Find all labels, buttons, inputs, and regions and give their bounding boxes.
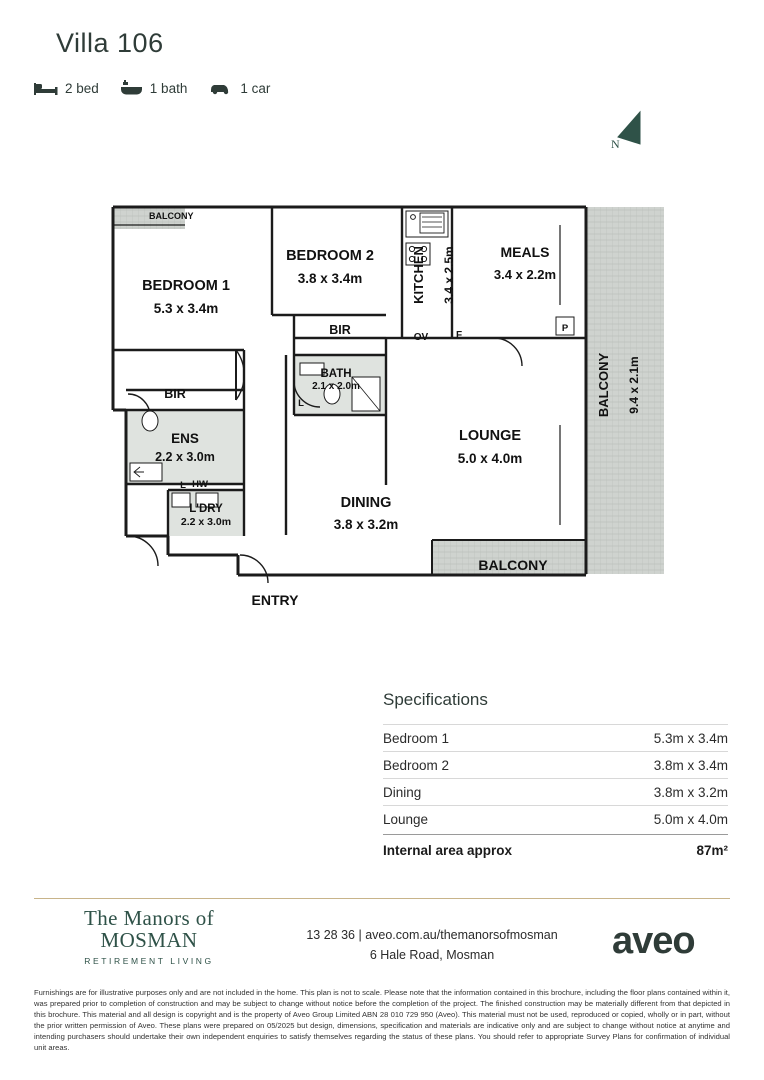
spec-value: 3.8m x 3.2m <box>653 784 728 800</box>
label-p: P <box>561 323 569 334</box>
feature-summary <box>34 80 270 96</box>
label-kitchen-name: KITCHEN <box>411 246 426 304</box>
feature-car-label: 1 car <box>240 80 271 96</box>
feature-bed-label: 2 bed <box>65 80 99 96</box>
manors-logo <box>34 908 264 966</box>
label-lounge-dim: 5.0 x 4.0m <box>457 451 523 466</box>
spec-total-label: Internal area approx <box>383 843 513 858</box>
car-icon <box>209 81 233 95</box>
spec-total-value: 87m² <box>696 843 728 858</box>
compass-north-label: N <box>611 137 620 151</box>
spec-label: Dining <box>383 784 422 800</box>
aveo-logo: aveo <box>612 920 695 962</box>
brand-line-3: RETIREMENT LIVING <box>84 955 214 966</box>
spec-total-row <box>383 834 728 858</box>
label-hw: HW <box>192 479 208 490</box>
label-meals-dim: 3.4 x 2.2m <box>493 267 557 282</box>
contact-block <box>262 925 602 965</box>
label-bath-dim: 2.1 x 2.0m <box>312 381 360 392</box>
spec-label: Bedroom 1 <box>383 730 450 746</box>
feature-bath-label: 1 bath <box>149 80 188 96</box>
spec-row <box>383 805 728 832</box>
spec-row <box>383 724 728 751</box>
spec-value: 5.3m x 3.4m <box>653 730 728 746</box>
bed-icon <box>34 80 58 96</box>
label-bedroom1-name: BEDROOM 1 <box>142 278 230 294</box>
disclaimer-text: Furnishings are for illustrative purposes only and are not included in the home. This plan is not to scale. Please note that the information contained in this brochure, including the floor plans contained within it, was prepared prior to completion of construction and may be subject to change without notice before the completion of the project. The finished construction may be materially different from that depicted in this brochure. This material and all design is copyright and is the property of Aveo Group Limited ABN 28 010 729 950 (Aveo). This material must not be used, reproduced or copied, wholly or in part, without the prior written permission of Aveo. These plans were prepared on 05/2025 but design, dimensions, specification and materials are indicative only and are subject to change without notice at anytime and intending purchasers should undertake their own independent enquiries to satisfy themselves regarding the status of these plans. You should refer to appropriate Survey Plans for confirmation of individual unit areas. <box>34 988 730 1052</box>
specifications-section <box>383 690 728 858</box>
spec-row <box>383 778 728 805</box>
label-kitchen-dim: 3.4 x 2.5m <box>442 246 456 304</box>
spec-value: 5.0m x 4.0m <box>653 811 728 827</box>
label-dining-dim: 3.8 x 3.2m <box>333 517 399 532</box>
page-title: Villa 106 <box>56 28 164 58</box>
label-bedroom2-dim: 3.8 x 3.4m <box>297 271 363 286</box>
spec-value: 3.8m x 3.4m <box>653 757 728 773</box>
label-bedroom2-name: BEDROOM 2 <box>286 248 374 264</box>
label-bath-name: BATH <box>320 368 352 380</box>
label-ldry-name: L'DRY <box>189 503 223 515</box>
spec-row <box>383 751 728 778</box>
label-balcony-right-dim: 9.4 x 2.1m <box>627 356 641 414</box>
label-ens-dim: 2.2 x 3.0m <box>155 450 215 464</box>
contact-phone-web[interactable]: 13 28 36 | aveo.com.au/themanorsofmosman <box>306 928 558 942</box>
label-entry: ENTRY <box>251 592 299 608</box>
label-bir-bedroom2: BIR <box>329 323 351 337</box>
footer-divider <box>34 898 730 899</box>
label-f: F <box>455 330 463 341</box>
label-balcony-bottom: BALCONY <box>478 557 548 573</box>
feature-bath <box>121 80 188 96</box>
label-lounge-name: LOUNGE <box>458 428 522 444</box>
specifications-heading: Specifications <box>383 690 488 709</box>
label-meals-name: MEALS <box>500 244 550 260</box>
brand-line-1: The Manors of <box>83 906 214 930</box>
label-balcony-right-name: BALCONY <box>596 352 611 418</box>
label-ov: OV <box>413 332 429 343</box>
floor-plan <box>0 195 764 625</box>
bath-icon <box>121 80 143 96</box>
label-bir-bedroom1: BIR <box>164 387 186 401</box>
label-balcony-top: BALCONY <box>149 211 194 221</box>
label-bedroom1-dim: 5.3 x 3.4m <box>153 301 219 316</box>
feature-bed <box>34 80 99 96</box>
contact-address: 6 Hale Road, Mosman <box>369 948 495 962</box>
label-l-ldry: L <box>180 480 186 491</box>
brand-line-2: MOSMAN <box>100 927 198 952</box>
label-ens-name: ENS <box>171 431 199 446</box>
spec-label: Lounge <box>383 811 429 827</box>
label-ldry-dim: 2.2 x 3.0m <box>180 516 232 528</box>
label-l-bath: L <box>298 398 304 409</box>
spec-label: Bedroom 2 <box>383 757 450 773</box>
compass-icon <box>600 110 660 158</box>
feature-car <box>209 81 270 96</box>
label-dining-name: DINING <box>340 495 392 511</box>
